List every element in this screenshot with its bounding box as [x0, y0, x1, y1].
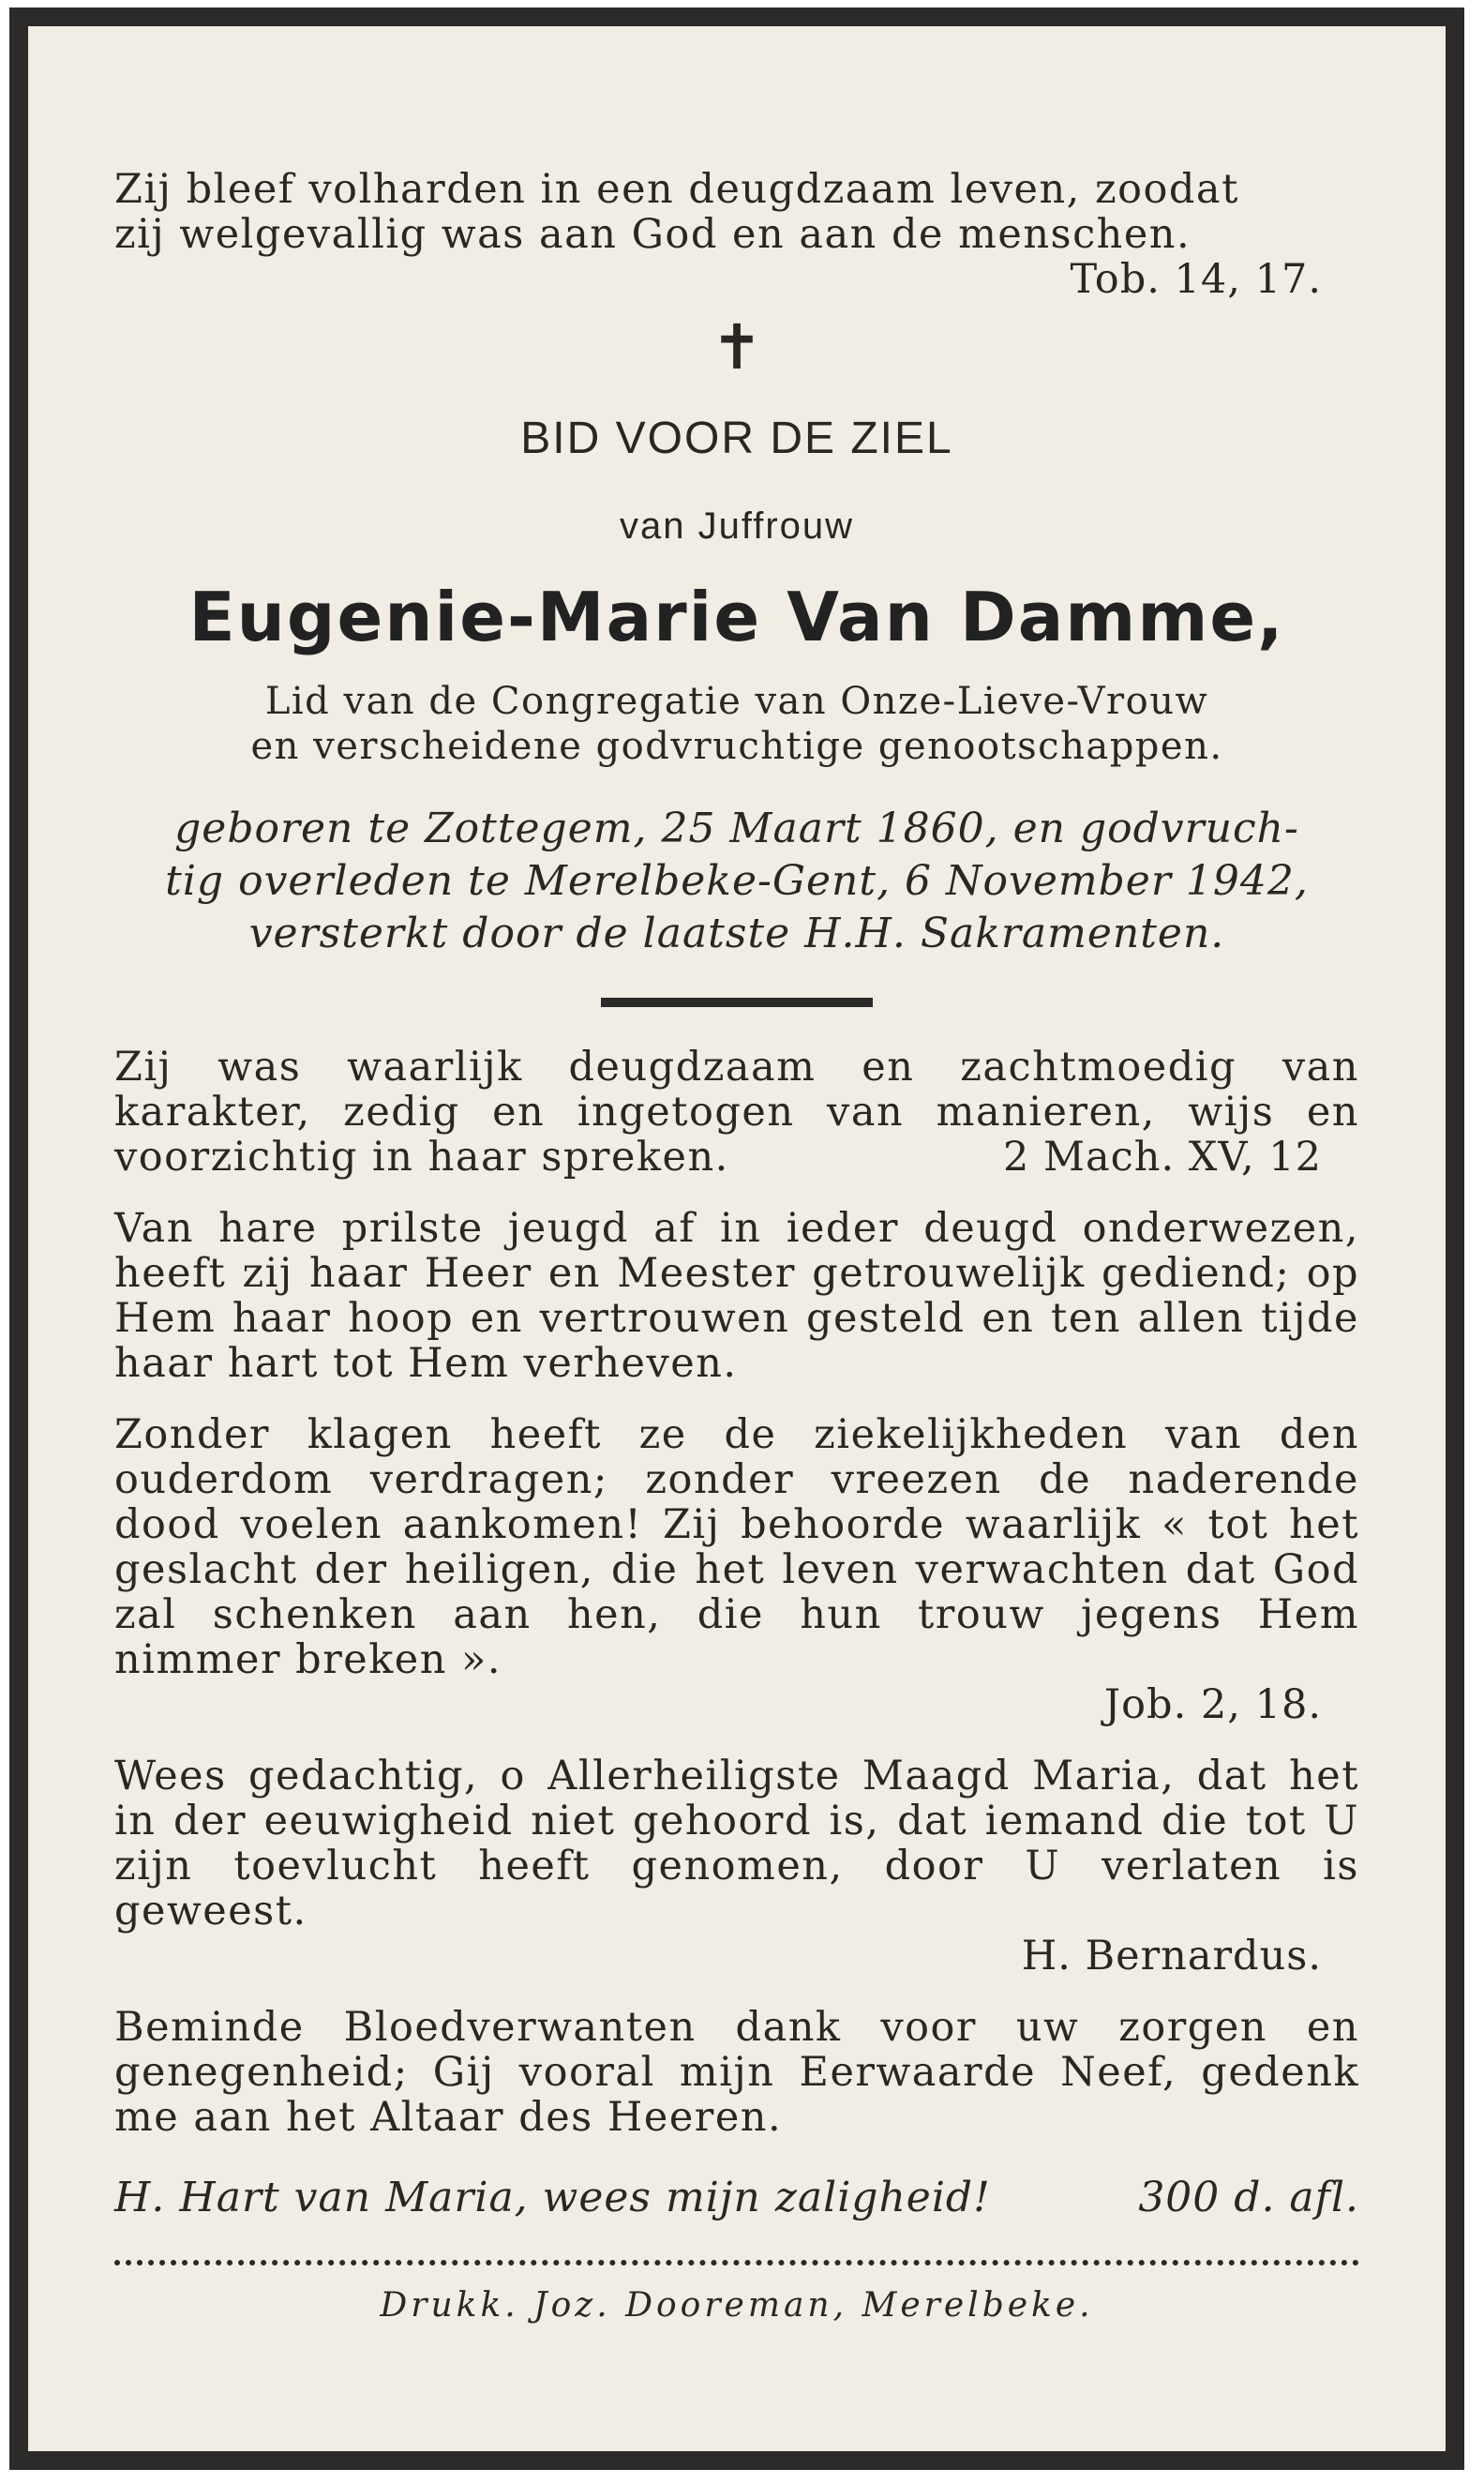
closing-line: [114, 2172, 1359, 2224]
paragraph-4-reference: H. Bernardus.: [1021, 1933, 1322, 1980]
opening-quote: [114, 167, 1359, 302]
birth-death-line-1: geboren te Zottegem, 25 Maart 1860, en godvruch-: [174, 805, 1299, 852]
birth-death-line-2: tig overleden te Merelbeke-Gent, 6 November 1942,: [165, 857, 1309, 905]
paragraph-5: [114, 2005, 1359, 2140]
paragraph-4-text: Wees gedachtig, o Allerheiligste Maagd Maria, dat het in der eeuwigheid niet gehoord is, dat iemand die tot U zijn toevlucht heeft genomen, door U verlaten is geweest.: [114, 1753, 1359, 1935]
dotted-divider: [114, 2260, 1359, 2266]
birth-death-line-3: versterkt door de laatste H.H. Sakramenten.: [248, 910, 1225, 957]
paragraph-1-reference: 2 Mach. XV, 12: [1002, 1134, 1322, 1181]
closing-prayer: H. Hart van Maria, wees mijn zaligheid!: [114, 2174, 991, 2221]
membership-line-2: en verscheidene godvruchtige genootschappen.: [250, 725, 1223, 768]
title-line: van Juffrouw: [619, 505, 855, 547]
printer-imprint: Drukk. Joz. Dooreman, Merelbeke.: [380, 2286, 1094, 2325]
deceased-name: Eugenie-Marie Van Damme,: [188, 578, 1285, 656]
paragraph-3: [114, 1412, 1359, 1727]
divider-rule: [601, 998, 873, 1007]
paragraph-2: [114, 1206, 1359, 1386]
bid-heading: BID VOOR DE ZIEL: [520, 414, 953, 463]
card-content: [114, 167, 1359, 2325]
birth-death-info: [114, 803, 1359, 960]
paragraph-1: [114, 1045, 1359, 1180]
paragraph-2-text: Van hare prilste jeugd af in ieder deugd onderwezen, heeft zij haar Heer en Meester getrouwelijk gediend; op Hem haar hoop en vertrouwen gesteld en ten allen tijde haar hart tot Hem verheven.: [114, 1205, 1359, 1387]
paragraph-5-text: Beminde Bloedverwanten dank voor uw zorgen en genegenheid; Gij vooral mijn Eerwaarde Neef, gedenk me aan het Altaar des Heeren.: [114, 2004, 1359, 2141]
paragraph-1-text: Zij was waarlijk deugdzaam en zachtmoedig van karakter, zedig en ingetogen van manieren, wijs en voorzichtig in haar spreken.: [114, 1044, 1359, 1181]
paragraph-3-reference: Job. 2, 18.: [1103, 1681, 1322, 1728]
cross-icon: ✝: [711, 311, 763, 384]
paragraph-3-text: Zonder klagen heeft ze de ziekelijkheden van den ouderdom verdragen; zonder vreezen de naderende dood voelen aankomen! Zij behoorde waarlijk « tot het geslacht der heiligen, die het leven verwachten dat God zal schenken aan hen, die hun trouw jegens Hem nimmer breken ».: [114, 1411, 1359, 1683]
opening-quote-reference: Tob. 14, 17.: [1070, 256, 1322, 303]
indulgence: 300 d. afl.: [1138, 2174, 1359, 2221]
opening-quote-line-1: Zij bleef volharden in een deugdzaam leven, zoodat: [114, 166, 1239, 213]
membership: [114, 679, 1359, 769]
membership-line-1: Lid van de Congregatie van Onze-Lieve-Vrouw: [264, 680, 1209, 723]
paragraph-4: [114, 1754, 1359, 1979]
opening-quote-line-2: zij welgevallig was aan God en aan de menschen.: [114, 211, 1192, 258]
memorial-card: [9, 8, 1464, 2470]
